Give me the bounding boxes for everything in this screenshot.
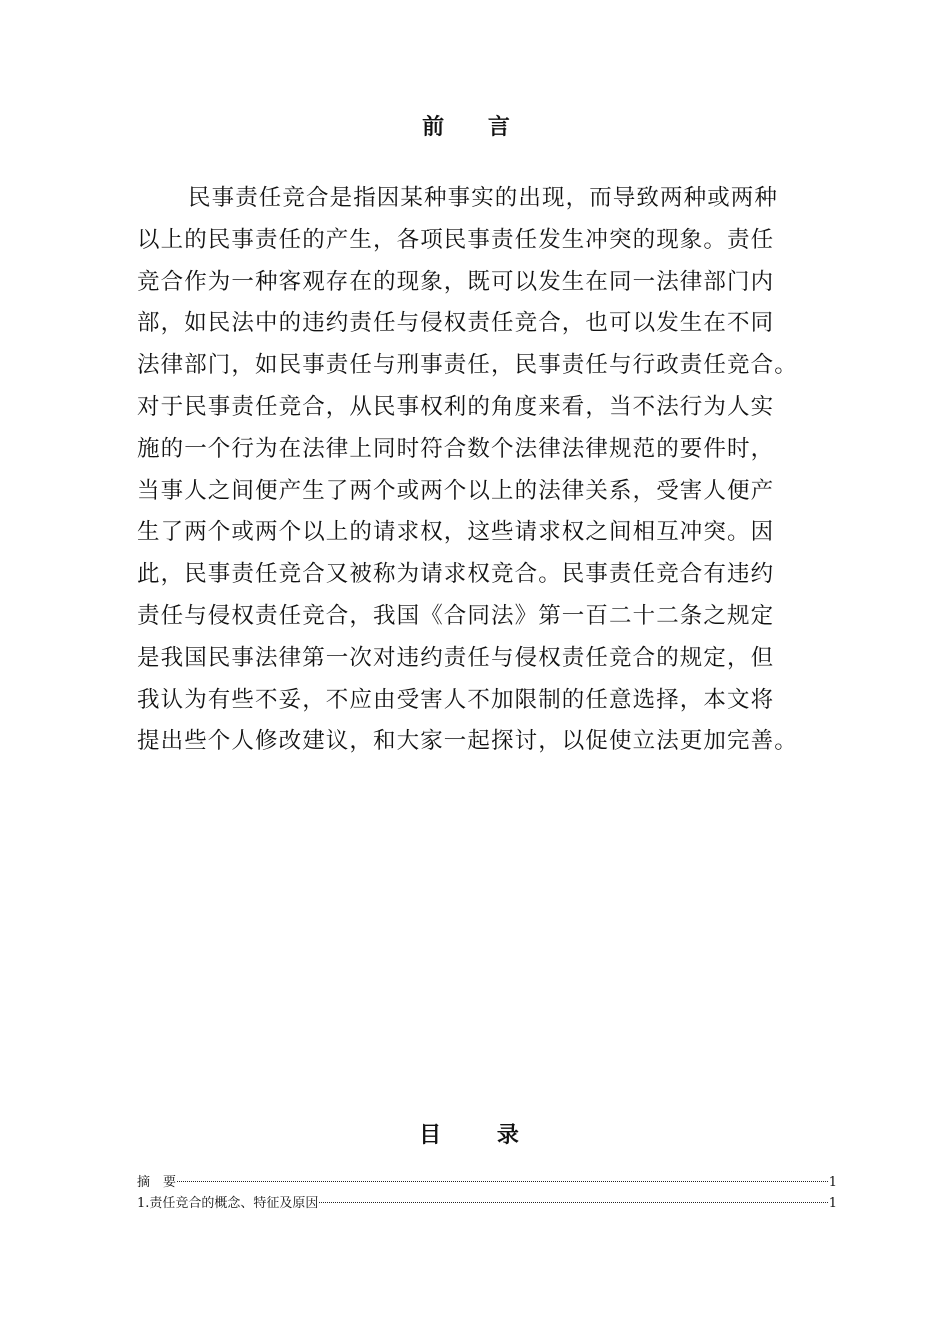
table-of-contents	[137, 1172, 837, 1214]
toc-entry-label: 1.责任竞合的概念、特征及原因	[137, 1196, 319, 1211]
preface-line: 此，民事责任竞合又被称为请求权竞合。民事责任竞合有违约	[137, 561, 775, 588]
toc-leader-dots	[319, 1202, 827, 1203]
preface-line: 施的一个行为在法律上同时符合数个法律法律规范的要件时，	[137, 435, 775, 462]
preface-line: 当事人之间便产生了两个或两个以上的法律关系，受害人便产	[137, 477, 775, 504]
preface-line: 民事责任竞合是指因某种事实的出现，而导致两种或两种	[188, 185, 779, 211]
preface-paragraph	[137, 178, 837, 763]
preface-line: 责任与侵权责任竞合，我国《合同法》第一百二十二条之规定	[137, 602, 775, 629]
toc-leader-dots	[177, 1181, 828, 1182]
preface-line: 部，如民法中的违约责任与侵权责任竞合，也可以发生在不同	[137, 310, 775, 337]
toc-entry-page: 1	[828, 1175, 837, 1190]
preface-title: 前 言	[422, 115, 528, 140]
preface-line: 我认为有些不妥，不应由受害人不加限制的任意选择，本文将	[137, 686, 775, 713]
toc-entry[interactable]	[137, 1193, 837, 1214]
toc-title: 目 录	[419, 1123, 543, 1148]
toc-entry[interactable]	[137, 1172, 837, 1193]
preface-line: 以上的民事责任的产生，各项民事责任发生冲突的现象。责任	[137, 226, 775, 253]
preface-line: 对于民事责任竞合，从民事权利的角度来看，当不法行为人实	[137, 393, 775, 420]
preface-line: 生了两个或两个以上的请求权，这些请求权之间相互冲突。因	[137, 519, 775, 546]
toc-entry-page: 1	[828, 1196, 837, 1211]
preface-line: 竞合作为一种客观存在的现象，既可以发生在同一法律部门内	[137, 268, 775, 295]
preface-line: 是我国民事法律第一次对违约责任与侵权责任竞合的规定，但	[137, 644, 775, 671]
preface-line: 法律部门，如民事责任与刑事责任，民事责任与行政责任竞合。	[137, 352, 798, 379]
toc-entry-label: 摘 要	[137, 1175, 177, 1190]
preface-line: 提出些个人修改建议，和大家一起探讨，以促使立法更加完善。	[137, 728, 798, 755]
